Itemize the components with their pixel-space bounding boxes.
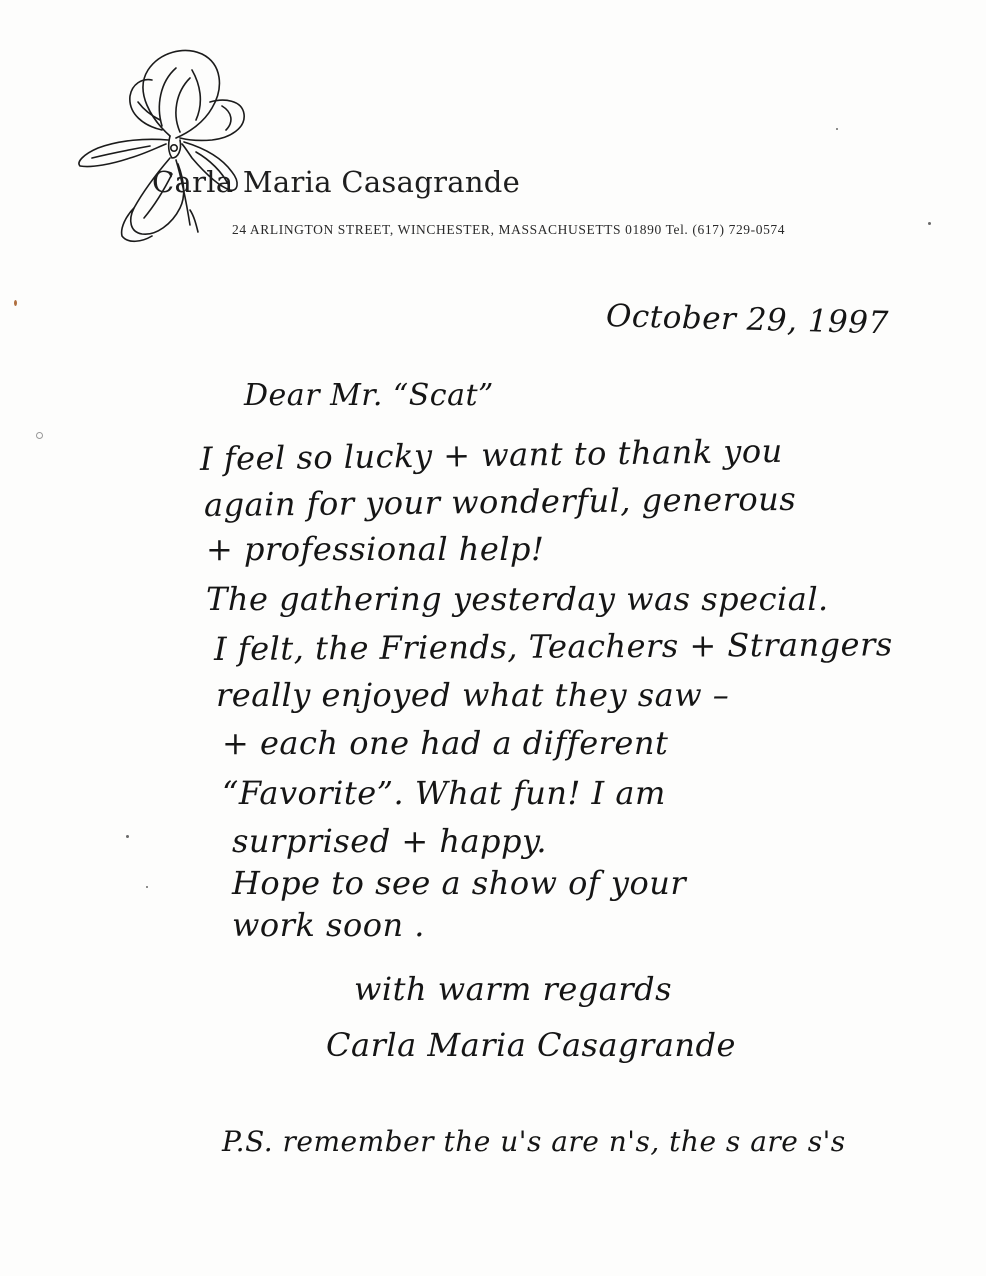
- iris-flower-icon: [72, 40, 272, 245]
- paper-speck: [836, 128, 838, 130]
- body-line: really enjoyed what they saw –: [216, 676, 730, 714]
- body-line: + professional help!: [206, 530, 545, 568]
- signature: Carla Maria Casagrande: [326, 1026, 736, 1064]
- body-line: “Favorite”. What fun! I am: [222, 774, 666, 812]
- body-line: The gathering yesterday was special.: [206, 580, 829, 618]
- postscript: P.S. remember the u's are n's, the s are s's: [222, 1125, 846, 1158]
- letterhead-address: 24 ARLINGTON STREET, WINCHESTER, MASSACHUSETTS 01890 Tel. (617) 729-0574: [232, 222, 786, 237]
- body-line: work soon .: [232, 906, 425, 944]
- body-line: surprised + happy.: [232, 822, 547, 860]
- body-line: + each one had a different: [222, 724, 669, 762]
- body-line: Hope to see a show of your: [232, 864, 687, 902]
- paper-speck: [14, 300, 17, 306]
- letter-date: October 29, 1997: [605, 298, 890, 342]
- body-line: I felt, the Friends, Teachers + Strangers: [213, 625, 893, 668]
- body-line: I feel so lucky + want to thank you: [199, 431, 783, 478]
- paper-speck: [928, 222, 931, 225]
- letterhead-name: Carla Maria Casagrande: [152, 165, 521, 199]
- paper-speck: [36, 432, 43, 439]
- paper-speck: [126, 835, 129, 838]
- body-line: again for your wonderful, generous: [203, 479, 797, 524]
- closing: with warm regards: [354, 970, 673, 1008]
- salutation: Dear Mr. “Scat”: [244, 378, 494, 413]
- paper-speck: [146, 886, 148, 888]
